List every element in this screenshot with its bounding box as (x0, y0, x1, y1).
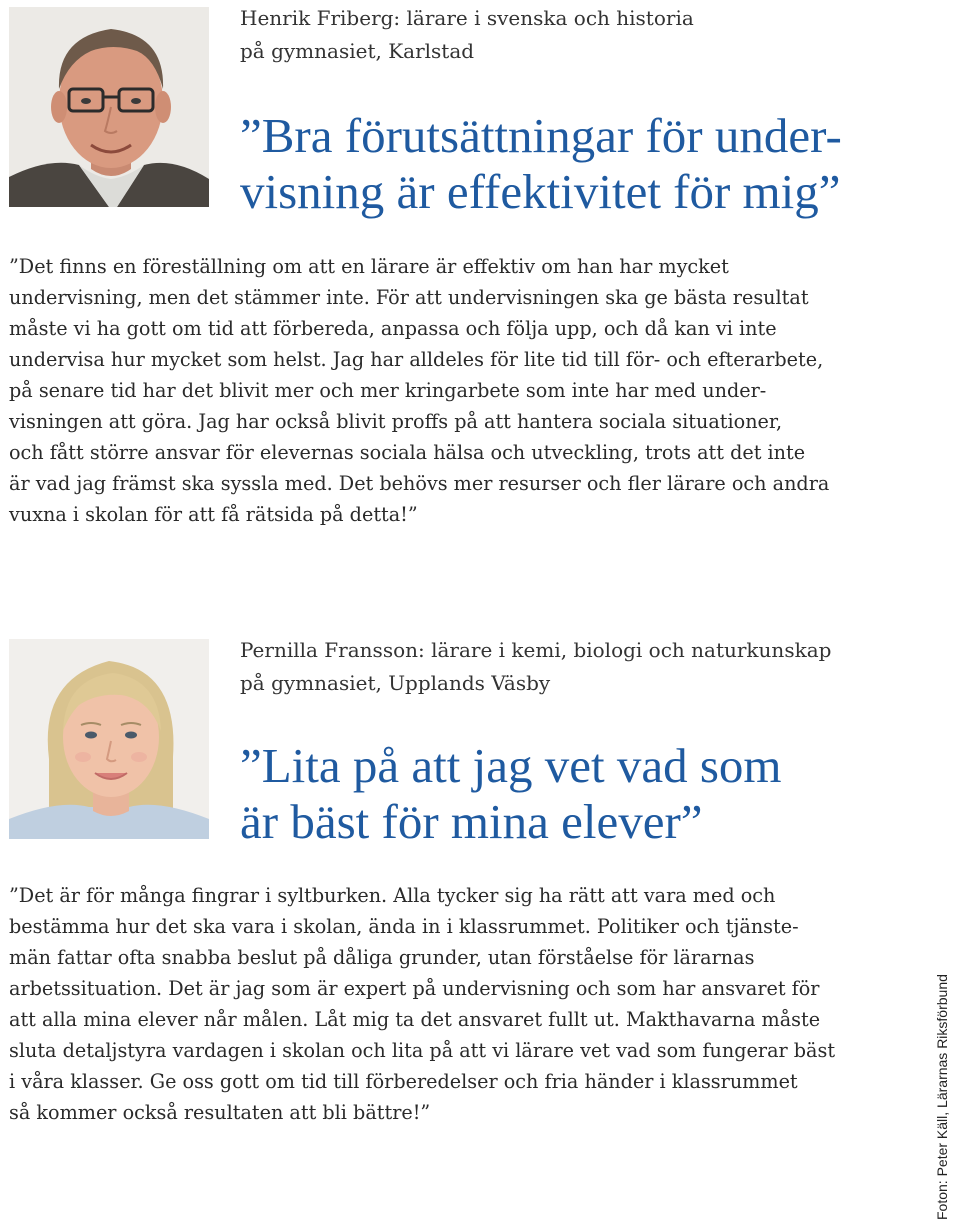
quote-line: vuxna i skolan för att få rätsida på detta!” (9, 503, 418, 526)
byline-henrik (240, 2, 694, 68)
quote-line: arbetssituation. Det är jag som är expert på undervisning och som har ansvaret för (9, 977, 820, 1000)
headline-line: visning är effektivitet för mig” (240, 164, 841, 219)
quote-line: är vad jag främst ska syssla med. Det behövs mer resurser och fler lärare och andra (9, 472, 830, 495)
byline-pernilla (240, 634, 831, 700)
quote-line: ”Det finns en föreställning om att en lärare är effektiv om han har mycket (9, 255, 729, 278)
quote-line: så kommer också resultaten att bli bättre!” (9, 1101, 431, 1124)
portrait-photo-henrik (9, 7, 209, 207)
photo-credit: Foton: Peter Käll, Lärarnas Riksförbund (934, 974, 950, 1220)
quote-line: visningen att göra. Jag har också blivit proffs på att hantera sociala situationer, (9, 410, 783, 433)
quote-line: på senare tid har det blivit mer och mer kringarbete som inte har med under- (9, 379, 767, 402)
quote-line: att alla mina elever når målen. Låt mig ta det ansvaret fullt ut. Makthavarna måste (9, 1008, 821, 1031)
quote-line: undervisning, men det stämmer inte. För att undervisningen ska ge bästa resultat (9, 286, 809, 309)
quote-henrik (9, 251, 889, 530)
quote-line: sluta detaljstyra vardagen i skolan och lita på att vi lärare vet vad som fungerar bäst (9, 1039, 836, 1062)
quote-line: bestämma hur det ska vara i skolan, ända in i klassrummet. Politiker och tjänste- (9, 915, 799, 938)
headline-pernilla (240, 738, 782, 850)
headline-line: ”Lita på att jag vet vad som (240, 738, 782, 793)
portrait-photo-pernilla (9, 639, 209, 839)
headline-henrik (240, 108, 842, 220)
quote-line: och fått större ansvar för elevernas sociala hälsa och utveckling, trots att det inte (9, 441, 806, 464)
quote-line: måste vi ha gott om tid att förbereda, anpassa och följa upp, och då kan vi inte (9, 317, 777, 340)
quote-line: ”Det är för många fingrar i syltburken. Alla tycker sig ha rätt att vara med och (9, 884, 776, 907)
quote-line: män fattar ofta snabba beslut på dåliga grunder, utan förståelse för lärarnas (9, 946, 755, 969)
quote-pernilla (9, 880, 889, 1128)
quote-line: undervisa hur mycket som helst. Jag har alldeles för lite tid till för- och efterarbete, (9, 348, 824, 371)
portrait-henrik-illustration (9, 7, 209, 207)
portrait-pernilla-illustration (9, 639, 209, 839)
quote-line: i våra klasser. Ge oss gott om tid till förberedelser och fria händer i klassrummet (9, 1070, 798, 1093)
headline-line: är bäst för mina elever” (240, 794, 703, 849)
byline-line: på gymnasiet, Karlstad (240, 39, 475, 63)
byline-line: Henrik Friberg: lärare i svenska och historia (240, 6, 694, 30)
byline-line: på gymnasiet, Upplands Väsby (240, 671, 551, 695)
headline-line: ”Bra förutsättningar för under- (240, 108, 842, 163)
byline-line: Pernilla Fransson: lärare i kemi, biologi och naturkunskap (240, 638, 832, 662)
